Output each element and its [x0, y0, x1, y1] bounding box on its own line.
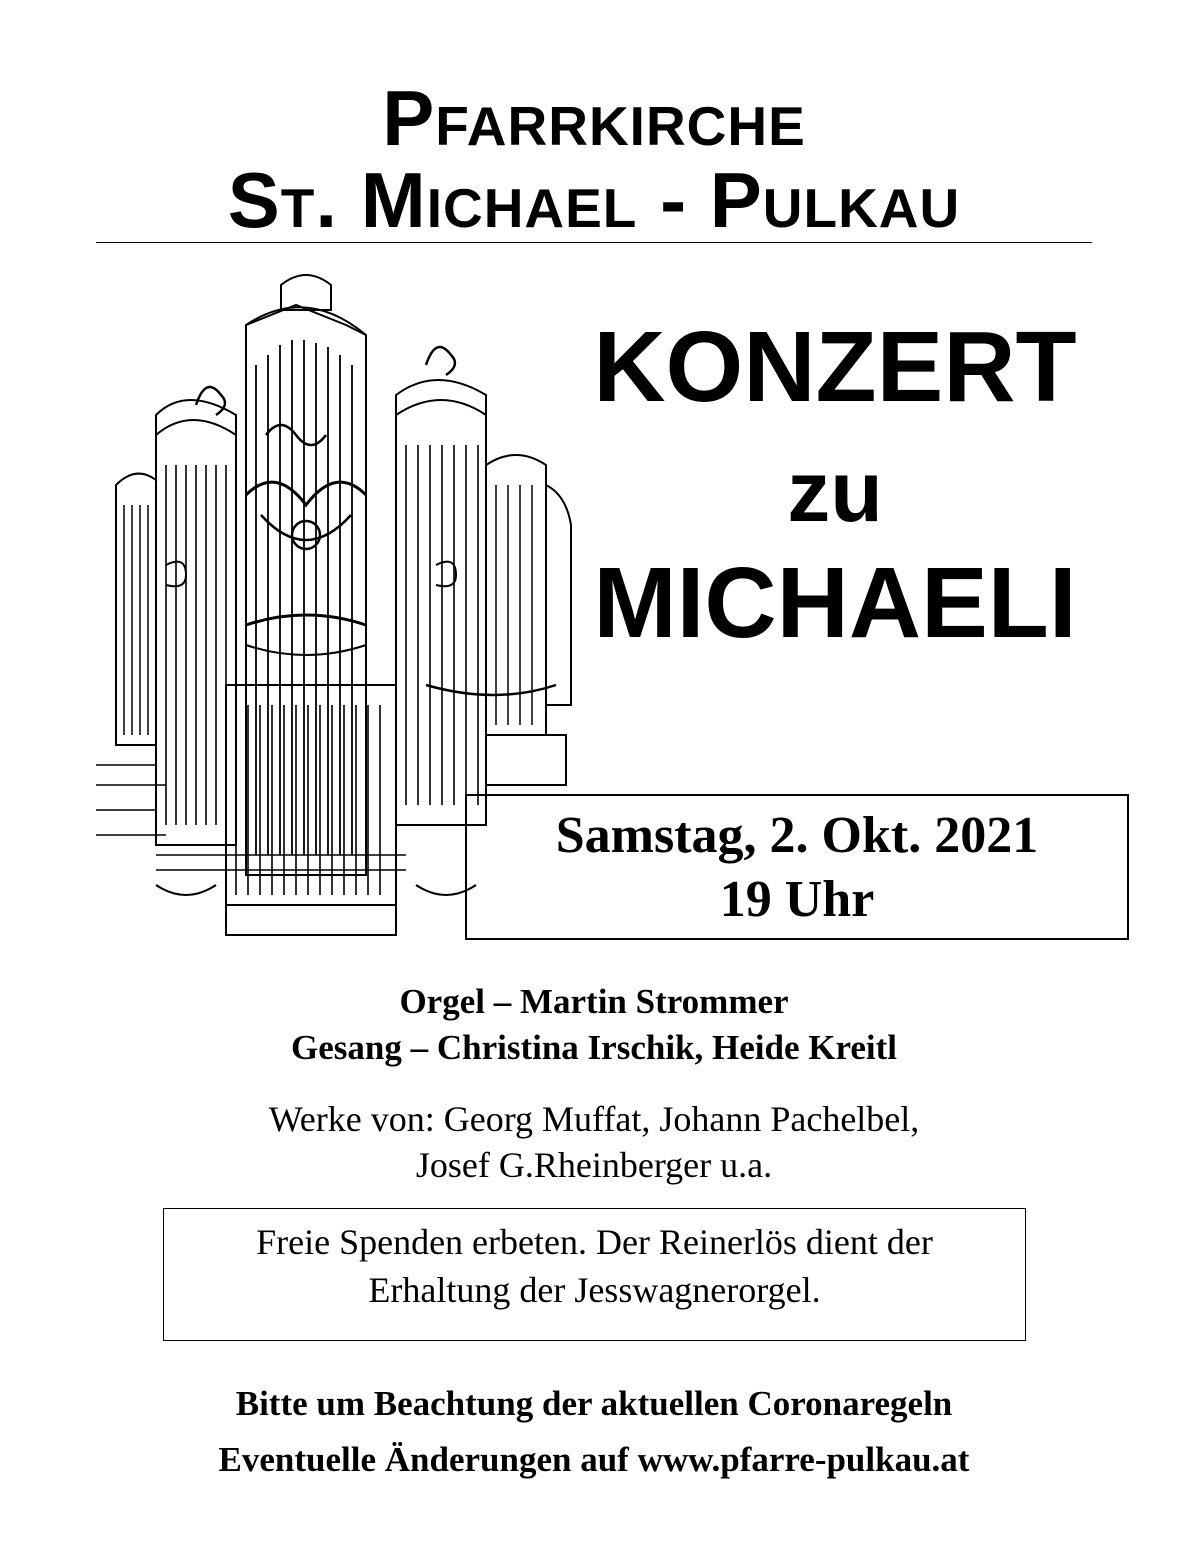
- header-divider: [96, 242, 1092, 243]
- church-name-line1: Pfarrkirche: [382, 74, 806, 162]
- changes-notice: Eventuelle Änderungen auf www.pfarre-pulkau.at: [218, 1440, 970, 1479]
- concert-title-line3: MICHAELI: [593, 547, 1077, 659]
- donation-line1: Freie Spenden erbeten. Der Reinerlös dient der: [256, 1222, 933, 1262]
- concert-date: Samstag, 2. Okt. 2021: [555, 807, 1039, 864]
- donation-box: [163, 1208, 1026, 1341]
- church-name-line2: St. Michael - Pulkau: [227, 156, 961, 244]
- date-time-box: [465, 794, 1129, 940]
- concert-title-line2: zu: [787, 444, 883, 540]
- corona-notice: Bitte um Beachtung der aktuellen Coronaregeln: [235, 1384, 953, 1423]
- works-line1: Werke von: Georg Muffat, Johann Pachelbel,: [268, 1099, 920, 1139]
- works-line2: Josef G.Rheinberger u.a.: [415, 1145, 773, 1185]
- concert-title-line1: KONZERT: [593, 311, 1077, 423]
- concert-time: 19 Uhr: [719, 871, 875, 928]
- donation-line2: Erhaltung der Jesswagnerorgel.: [368, 1270, 821, 1310]
- performer-vocals: Gesang – Christina Irschik, Heide Kreitl: [290, 1028, 898, 1067]
- performer-organ: Orgel – Martin Strommer: [399, 982, 789, 1021]
